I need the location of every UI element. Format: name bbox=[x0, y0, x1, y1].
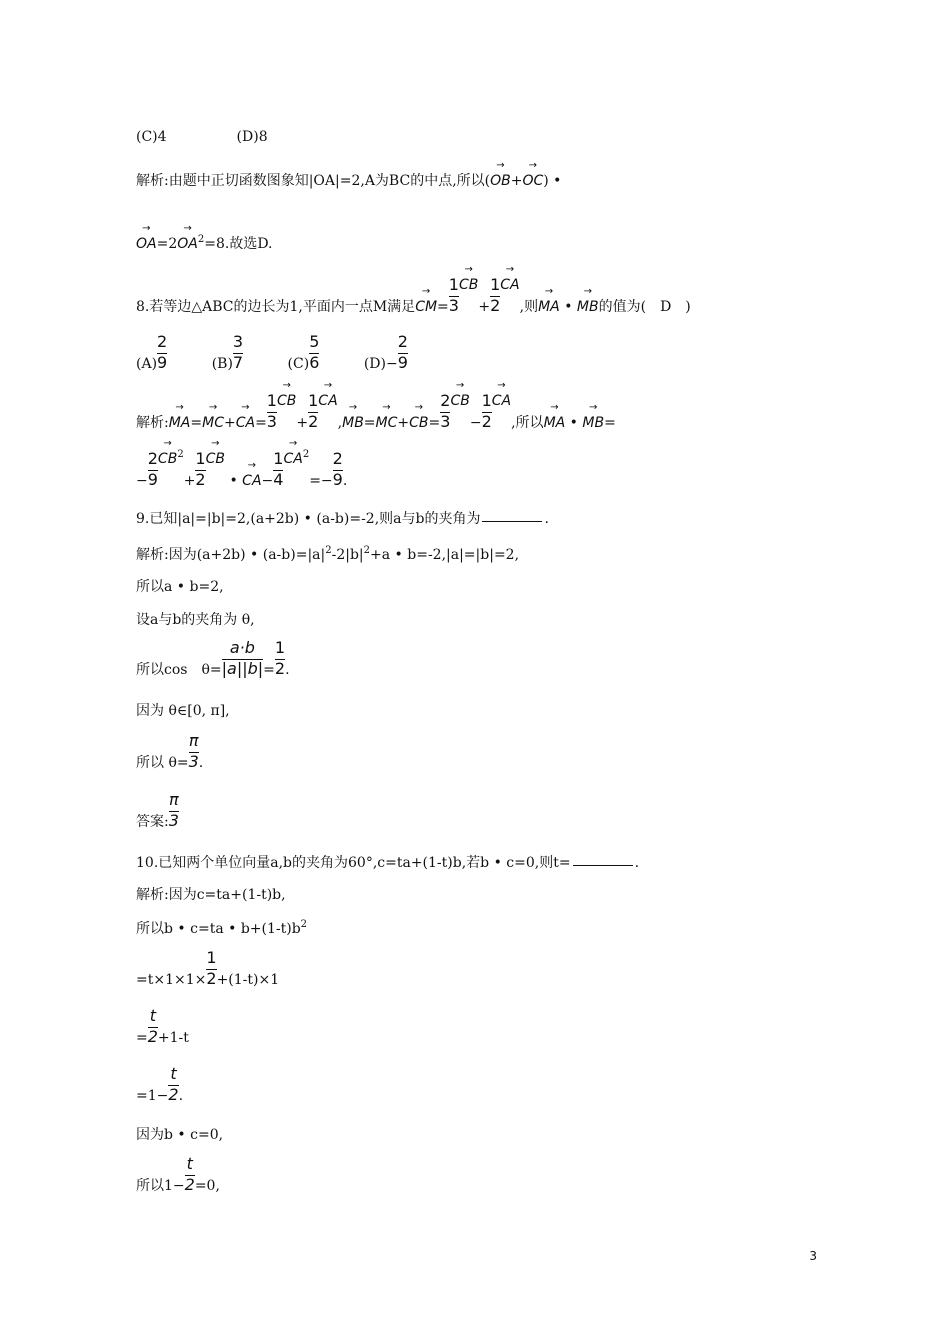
option-b: (B) bbox=[211, 356, 233, 372]
vector-cb-squared: → CB bbox=[158, 452, 177, 466]
text: . bbox=[178, 1088, 184, 1104]
text: +(1-t)×1 bbox=[216, 972, 280, 988]
text: + bbox=[223, 415, 236, 431]
solution-7-line1 bbox=[136, 174, 561, 188]
fraction-one-half: $\frac{1}{2}$ bbox=[274, 638, 286, 678]
text: = bbox=[437, 299, 449, 315]
text: +a • b=-2,|a|=|b|=2, bbox=[370, 547, 520, 563]
text: 解析: bbox=[136, 415, 169, 431]
vector-ca: → CA bbox=[492, 394, 511, 408]
text: 所以1− bbox=[136, 1178, 185, 1194]
solution-9-line4 bbox=[136, 640, 290, 677]
page-number: 3 bbox=[809, 1249, 817, 1263]
option-d: (D)− bbox=[363, 356, 398, 372]
text: 解析:因为(a+2b) • (a-b)=|a| bbox=[136, 547, 326, 563]
text: -2|b| bbox=[331, 547, 364, 563]
text: , bbox=[337, 415, 343, 431]
solution-10-line6: 因为b • c=0, bbox=[136, 1127, 224, 1143]
exponent: 2 bbox=[300, 919, 308, 930]
text: + bbox=[510, 173, 523, 189]
text: =− bbox=[309, 473, 333, 489]
fraction-one-half: $\frac{1}{2}$ bbox=[195, 449, 206, 489]
text: = bbox=[428, 415, 441, 431]
vector-cb: → CB bbox=[459, 278, 478, 292]
solution-10-line7 bbox=[136, 1156, 220, 1193]
option-a: (A) bbox=[136, 356, 158, 372]
vector-mb: → MB bbox=[342, 416, 364, 430]
vector-ca-squared: → CA bbox=[283, 452, 302, 466]
exponent: 2 bbox=[302, 449, 310, 460]
text: 所以b • c=ta • b+(1-t)b bbox=[136, 921, 301, 937]
exponent: 2 bbox=[363, 545, 371, 556]
vector-ca: → CA bbox=[500, 278, 519, 292]
text: + bbox=[397, 415, 410, 431]
text: • bbox=[559, 299, 577, 315]
fraction-one-half: $\frac{1}{2}$ bbox=[206, 948, 217, 988]
vector-cb: → CB bbox=[277, 394, 296, 408]
question-9 bbox=[136, 512, 549, 526]
text: 解析:由题中正切函数图象知|OA|=2,A为BC的中点,所以( bbox=[136, 173, 491, 189]
text: =0, bbox=[194, 1178, 220, 1194]
solution-9-line2: 所以a • b=2, bbox=[136, 579, 224, 595]
text: =1− bbox=[136, 1088, 169, 1104]
fraction-pi-third: $\frac{\pi}{3}$ bbox=[168, 790, 179, 830]
vector-cb: → CB bbox=[409, 416, 428, 430]
solution-7-line2 bbox=[136, 235, 273, 251]
exponent: 2 bbox=[197, 234, 205, 245]
fraction-one-half: $\frac{1}{2}$ bbox=[490, 275, 501, 315]
text: • bbox=[565, 415, 583, 431]
solution-10-line4 bbox=[136, 1008, 189, 1045]
solution-9-line6 bbox=[136, 733, 203, 770]
solution-9-line5: 因为 θ∈[0, π], bbox=[136, 703, 230, 719]
fraction-one-half: $\frac{1}{2}$ bbox=[308, 391, 319, 431]
text: 答案: bbox=[136, 814, 169, 830]
text: + bbox=[478, 299, 491, 315]
text: 10.已知两个单位向量a,b的夹角为60°,c=ta+(1-t)b,若b • c=0,则t= bbox=[136, 855, 571, 871]
text: = bbox=[363, 415, 376, 431]
text: 所以 θ= bbox=[136, 755, 189, 771]
fraction-ab-over-abs: $\frac{a\cdot b}{|a||b|}$ bbox=[221, 638, 264, 678]
text: =8.故选D. bbox=[204, 236, 273, 252]
solution-9-line3: 设a与b的夹角为 θ, bbox=[136, 612, 255, 628]
question-8-options bbox=[136, 334, 408, 371]
text: =t×1×1× bbox=[136, 972, 207, 988]
vector-mc: → MC bbox=[202, 416, 224, 430]
vector-mb: → MB bbox=[582, 416, 604, 430]
vector-ca: → CA bbox=[318, 394, 337, 408]
text: − bbox=[469, 415, 482, 431]
text: . bbox=[342, 473, 348, 489]
fraction-pi-third: $\frac{\pi}{3}$ bbox=[188, 731, 199, 771]
fraction-one-third: $\frac{1}{3}$ bbox=[266, 391, 277, 431]
option-line-cd: (C)4 (D)8 bbox=[136, 129, 268, 145]
fraction-one-quarter: $\frac{1}{4}$ bbox=[273, 449, 284, 489]
text: − bbox=[261, 473, 274, 489]
fraction-two-thirds: $\frac{2}{3}$ bbox=[440, 391, 451, 431]
answer-9 bbox=[136, 792, 179, 829]
text: ,所以 bbox=[511, 415, 544, 431]
vector-mc: → MC bbox=[376, 416, 398, 430]
vector-ob: → OB bbox=[490, 174, 511, 188]
vector-cb: → CB bbox=[206, 452, 225, 466]
vector-oc: → OC bbox=[522, 174, 543, 188]
exponent: 2 bbox=[177, 449, 184, 460]
solution-10-line1: 解析:因为c=ta+(1-t)b, bbox=[136, 887, 286, 903]
fraction-t-half: $\frac{t}{2}$ bbox=[184, 1154, 195, 1194]
text: . bbox=[544, 511, 549, 527]
text: = bbox=[136, 1030, 148, 1046]
fraction-two-ninths: $\frac{2}{9}$ bbox=[397, 332, 408, 372]
vector-ca: → CA bbox=[242, 474, 261, 488]
text: = bbox=[255, 415, 267, 431]
fraction-two-ninths: $\frac{2}{9}$ bbox=[157, 332, 168, 372]
solution-9-line1 bbox=[136, 546, 519, 562]
solution-8-line1 bbox=[136, 393, 616, 430]
fraction-five-sixths: $\frac{5}{6}$ bbox=[309, 332, 320, 372]
text: . bbox=[634, 855, 640, 871]
text: . bbox=[198, 755, 204, 771]
text: + bbox=[296, 415, 309, 431]
solution-10-line5 bbox=[136, 1066, 183, 1103]
text: − bbox=[136, 473, 148, 489]
text: 9.已知|a|=|b|=2,(a+2b) • (a-b)=-2,则a与b的夹角为 bbox=[136, 511, 481, 527]
vector-oa: → OA bbox=[136, 237, 157, 251]
solution-10-line3 bbox=[136, 950, 279, 987]
text: + bbox=[183, 473, 196, 489]
answer-blank[interactable] bbox=[482, 520, 542, 522]
solution-8-line2 bbox=[136, 450, 347, 488]
vector-mb: → MB bbox=[577, 300, 599, 314]
question-10 bbox=[136, 856, 639, 870]
solution-10-line2 bbox=[136, 920, 307, 936]
vector-ca: → CA bbox=[236, 416, 255, 430]
exponent: 2 bbox=[325, 545, 332, 556]
fraction-t-half: $\frac{t}{2}$ bbox=[168, 1064, 179, 1104]
text: +1-t bbox=[157, 1030, 189, 1046]
text: . bbox=[285, 662, 290, 678]
text: 所以cos θ= bbox=[136, 662, 222, 678]
answer-blank[interactable] bbox=[573, 864, 633, 866]
text: ,则 bbox=[519, 299, 539, 315]
vector-ma: → MA bbox=[169, 416, 191, 430]
fraction-two-ninths: $\frac{2}{9}$ bbox=[147, 449, 158, 489]
fraction-two-ninths: $\frac{2}{9}$ bbox=[332, 449, 343, 489]
text: = bbox=[263, 662, 275, 678]
text: • bbox=[225, 473, 243, 489]
fraction-one-half: $\frac{1}{2}$ bbox=[481, 391, 492, 431]
text: 8.若等边△ABC的边长为1,平面内一点M满足 bbox=[136, 299, 416, 315]
vector-ma: → MA bbox=[544, 416, 566, 430]
vector-cb: → CB bbox=[450, 394, 469, 408]
text: = bbox=[604, 415, 616, 431]
fraction-three-sevenths: $\frac{3}{7}$ bbox=[232, 332, 244, 372]
fraction-one-third: $\frac{1}{3}$ bbox=[448, 275, 459, 315]
question-8 bbox=[136, 277, 691, 314]
text: 的值为( D ) bbox=[598, 299, 691, 315]
text: = bbox=[190, 415, 203, 431]
text: =2 bbox=[156, 236, 178, 252]
option-c: (C) bbox=[287, 356, 310, 372]
vector-oa-squared: → OA bbox=[177, 237, 198, 251]
fraction-t-half: $\frac{t}{2}$ bbox=[147, 1006, 158, 1046]
text: ) • bbox=[543, 173, 562, 189]
vector-ma: → MA bbox=[538, 300, 560, 314]
vector-cm: → CM bbox=[415, 300, 437, 314]
